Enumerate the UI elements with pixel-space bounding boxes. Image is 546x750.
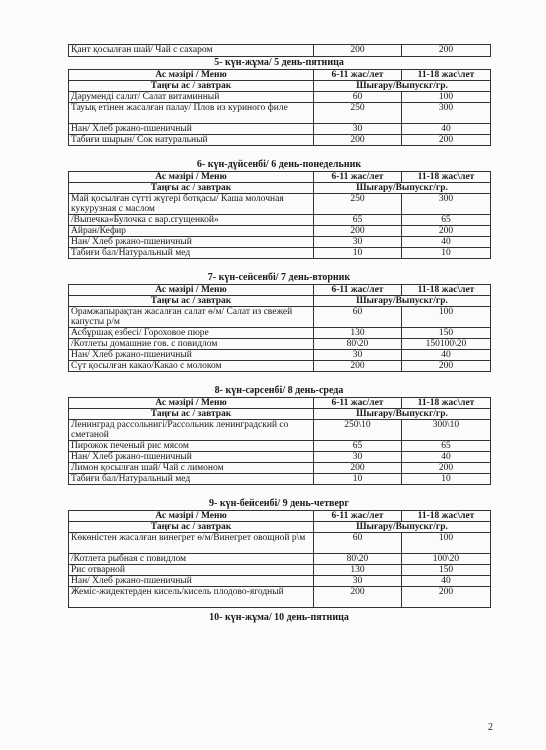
dish-name: /Котлета рыбная с повидлом bbox=[69, 554, 314, 565]
day-menu-table bbox=[68, 69, 491, 146]
header-output: Шығару/Выпускг/гр. bbox=[314, 81, 491, 92]
dish-name: Табиғи бал/Натуральный мед bbox=[69, 248, 314, 259]
portion-6-11: 200 bbox=[314, 361, 402, 372]
portion-11-18: 200 bbox=[402, 45, 491, 57]
table-row bbox=[69, 474, 491, 485]
header-output: Шығару/Выпускг/гр. bbox=[314, 522, 491, 533]
table-row bbox=[69, 452, 491, 463]
portion-11-18: 65 bbox=[402, 441, 491, 452]
dish-name: Нан/ Хлеб ржано-пшеничный bbox=[69, 452, 314, 463]
table-row bbox=[69, 339, 491, 350]
header-output: Шығару/Выпускг/гр. bbox=[314, 296, 491, 307]
table-header-row bbox=[69, 285, 491, 296]
header-meal: Таңғы ас / завтрак bbox=[69, 409, 314, 420]
dish-name: Көкөністен жасалған винегрет ө/м/Винегрет овощной р\м bbox=[69, 533, 314, 554]
day-title: 9- күн-бейсенбі/ 9 день-четверг bbox=[209, 498, 349, 509]
portion-11-18: 200 bbox=[402, 463, 491, 474]
header-age-6-11: 6-11 жас/лет bbox=[314, 398, 402, 409]
table-row bbox=[69, 565, 491, 576]
portion-6-11: 200 bbox=[314, 587, 402, 608]
dish-name: Май қосылған сүттi жүгерi ботқасы/ Каша молочная кукурузная с маслом bbox=[69, 194, 314, 215]
header-age-6-11: 6-11 жас/лет bbox=[314, 172, 402, 183]
portion-6-11: 30 bbox=[314, 124, 402, 135]
menu-document bbox=[68, 44, 490, 624]
portion-11-18: 40 bbox=[402, 124, 491, 135]
portion-6-11: 250 bbox=[314, 103, 402, 124]
top-row-table bbox=[68, 44, 491, 57]
header-age-11-18: 11-18 жас\лет bbox=[402, 172, 491, 183]
table-row bbox=[69, 350, 491, 361]
portion-11-18: 150 bbox=[402, 565, 491, 576]
table-row bbox=[69, 328, 491, 339]
header-meal: Таңғы ас / завтрак bbox=[69, 81, 314, 92]
portion-6-11: 60 bbox=[314, 307, 402, 328]
header-age-11-18: 11-18 жас\лет bbox=[402, 511, 491, 522]
dish-name: Дәрумендi салат/ Салат витаминный bbox=[69, 92, 314, 103]
table-row bbox=[69, 361, 491, 372]
day-title: 5- күн-жұма/ 5 день-пятница bbox=[214, 57, 344, 68]
dish-name: Жеміс-жидектерден кисель/кисель плодово-ягодный bbox=[69, 587, 314, 608]
header-menu: Ас мәзірі / Меню bbox=[69, 511, 314, 522]
portion-6-11: 60 bbox=[314, 92, 402, 103]
dish-name: Лимон қосылған шай/ Чай с лимоном bbox=[69, 463, 314, 474]
header-age-6-11: 6-11 жас/лет bbox=[314, 285, 402, 296]
dish-name: Рис отварной bbox=[69, 565, 314, 576]
portion-6-11: 250\10 bbox=[314, 420, 402, 441]
portion-11-18: 150 bbox=[402, 328, 491, 339]
portion-11-18: 10 bbox=[402, 248, 491, 259]
header-age-11-18: 11-18 жас\лет bbox=[402, 70, 491, 81]
portion-11-18: 200 bbox=[402, 226, 491, 237]
dish-name: Сүт қосылған какао/Какао с молоком bbox=[69, 361, 314, 372]
header-menu: Ас мәзірі / Меню bbox=[69, 172, 314, 183]
day-title: 8- күн-сәрсенбі/ 8 день-среда bbox=[214, 385, 344, 396]
table-row bbox=[69, 237, 491, 248]
portion-11-18: 300\10 bbox=[402, 420, 491, 441]
portion-6-11: 130 bbox=[314, 328, 402, 339]
table-subheader-row bbox=[69, 296, 491, 307]
portion-11-18: 200 bbox=[402, 361, 491, 372]
table-header-row bbox=[69, 70, 491, 81]
table-row bbox=[69, 420, 491, 441]
day-menu-table bbox=[68, 284, 491, 372]
portion-6-11: 60 bbox=[314, 533, 402, 554]
portion-11-18: 300 bbox=[402, 103, 491, 124]
header-output: Шығару/Выпускг/гр. bbox=[314, 409, 491, 420]
header-menu: Ас мәзірі / Меню bbox=[69, 398, 314, 409]
table-subheader-row bbox=[69, 522, 491, 533]
dish-name: Асбұршақ езбесі/ Гороховое пюре bbox=[69, 328, 314, 339]
portion-11-18: 300 bbox=[402, 194, 491, 215]
dish-name: Табиғи бал/Натуральный мед bbox=[69, 474, 314, 485]
portion-11-18: 100\20 bbox=[402, 554, 491, 565]
portion-11-18: 40 bbox=[402, 350, 491, 361]
dish-name: Тауық етінен жасалған палау/ Плов из куриного филе bbox=[69, 103, 314, 124]
portion-6-11: 200 bbox=[314, 135, 402, 146]
dish-name: Қант қосылған шай/ Чай с сахаром bbox=[69, 45, 314, 57]
table-row bbox=[69, 45, 491, 57]
table-row bbox=[69, 103, 491, 124]
dish-name: Табиғи шырын/ Сок натуральный bbox=[69, 135, 314, 146]
table-row bbox=[69, 124, 491, 135]
header-menu: Ас мәзірі / Меню bbox=[69, 70, 314, 81]
portion-6-11: 65 bbox=[314, 441, 402, 452]
portion-6-11: 250 bbox=[314, 194, 402, 215]
table-row bbox=[69, 92, 491, 103]
table-row bbox=[69, 135, 491, 146]
portion-11-18: 65 bbox=[402, 215, 491, 226]
table-row bbox=[69, 248, 491, 259]
table-row bbox=[69, 441, 491, 452]
dish-name: /Выпечка«Булочка с вар.сгущенкой» bbox=[69, 215, 314, 226]
table-row bbox=[69, 587, 491, 608]
header-age-6-11: 6-11 жас/лет bbox=[314, 511, 402, 522]
header-output: Шығару/Выпускг/гр. bbox=[314, 183, 491, 194]
portion-11-18: 100 bbox=[402, 533, 491, 554]
portion-6-11: 65 bbox=[314, 215, 402, 226]
portion-11-18: 10 bbox=[402, 474, 491, 485]
portion-6-11: 200 bbox=[314, 463, 402, 474]
portion-11-18: 40 bbox=[402, 452, 491, 463]
table-subheader-row bbox=[69, 409, 491, 420]
portion-6-11: 80\20 bbox=[314, 339, 402, 350]
dish-name: Орамжапырақтан жасалған салат ө/м/ Салат из свежей капусты р/м bbox=[69, 307, 314, 328]
portion-6-11: 30 bbox=[314, 350, 402, 361]
dish-name: Нан/ Хлеб ржано-пшеничный bbox=[69, 124, 314, 135]
table-row bbox=[69, 194, 491, 215]
day-menu-table bbox=[68, 171, 491, 259]
header-menu: Ас мәзірі / Меню bbox=[69, 285, 314, 296]
portion-6-11: 30 bbox=[314, 452, 402, 463]
portion-11-18: 100 bbox=[402, 92, 491, 103]
day-title: 6- күн-дүйсенбі/ 6 день-понедельник bbox=[196, 159, 362, 170]
table-row bbox=[69, 307, 491, 328]
table-subheader-row bbox=[69, 81, 491, 92]
portion-6-11: 130 bbox=[314, 565, 402, 576]
days-container bbox=[68, 57, 490, 608]
day-title: 7- күн-сейсенбі/ 7 день-вторник bbox=[207, 272, 351, 283]
table-header-row bbox=[69, 398, 491, 409]
day-menu-table bbox=[68, 397, 491, 485]
table-header-row bbox=[69, 172, 491, 183]
header-meal: Таңғы ас / завтрак bbox=[69, 296, 314, 307]
table-row bbox=[69, 554, 491, 565]
dish-name: Нан/ Хлеб ржано-пшеничный bbox=[69, 576, 314, 587]
portion-6-11: 30 bbox=[314, 576, 402, 587]
portion-11-18: 100 bbox=[402, 307, 491, 328]
table-row bbox=[69, 576, 491, 587]
portion-6-11: 200 bbox=[314, 45, 402, 57]
portion-6-11: 200 bbox=[314, 226, 402, 237]
portion-11-18: 40 bbox=[402, 576, 491, 587]
header-age-11-18: 11-18 жас\лет bbox=[402, 285, 491, 296]
table-row bbox=[69, 463, 491, 474]
dish-name: Нан/ Хлеб ржано-пшеничный bbox=[69, 237, 314, 248]
portion-6-11: 10 bbox=[314, 248, 402, 259]
header-meal: Таңғы ас / завтрак bbox=[69, 183, 314, 194]
table-header-row bbox=[69, 511, 491, 522]
next-day-title: 10- күн-жұма/ 10 день-пятница bbox=[209, 612, 349, 623]
table-row bbox=[69, 226, 491, 237]
page-number: 2 bbox=[488, 722, 493, 733]
table-subheader-row bbox=[69, 183, 491, 194]
header-meal: Таңғы ас / завтрак bbox=[69, 522, 314, 533]
dish-name: Пирожок печеный рис мясом bbox=[69, 441, 314, 452]
dish-name: Нан/ Хлеб ржано-пшеничный bbox=[69, 350, 314, 361]
table-row bbox=[69, 533, 491, 554]
portion-11-18: 150100\20 bbox=[402, 339, 491, 350]
table-row bbox=[69, 215, 491, 226]
dish-name: Айран/Кефир bbox=[69, 226, 314, 237]
portion-6-11: 10 bbox=[314, 474, 402, 485]
dish-name: Ленинград рассольнигі/Рассольник ленинградский со сметаной bbox=[69, 420, 314, 441]
portion-11-18: 40 bbox=[402, 237, 491, 248]
header-age-6-11: 6-11 жас/лет bbox=[314, 70, 402, 81]
dish-name: /Котлеты домашние гов. с повидлом bbox=[69, 339, 314, 350]
portion-6-11: 80\20 bbox=[314, 554, 402, 565]
portion-11-18: 200 bbox=[402, 587, 491, 608]
header-age-11-18: 11-18 жас\лет bbox=[402, 398, 491, 409]
day-menu-table bbox=[68, 510, 491, 608]
portion-11-18: 200 bbox=[402, 135, 491, 146]
portion-6-11: 30 bbox=[314, 237, 402, 248]
